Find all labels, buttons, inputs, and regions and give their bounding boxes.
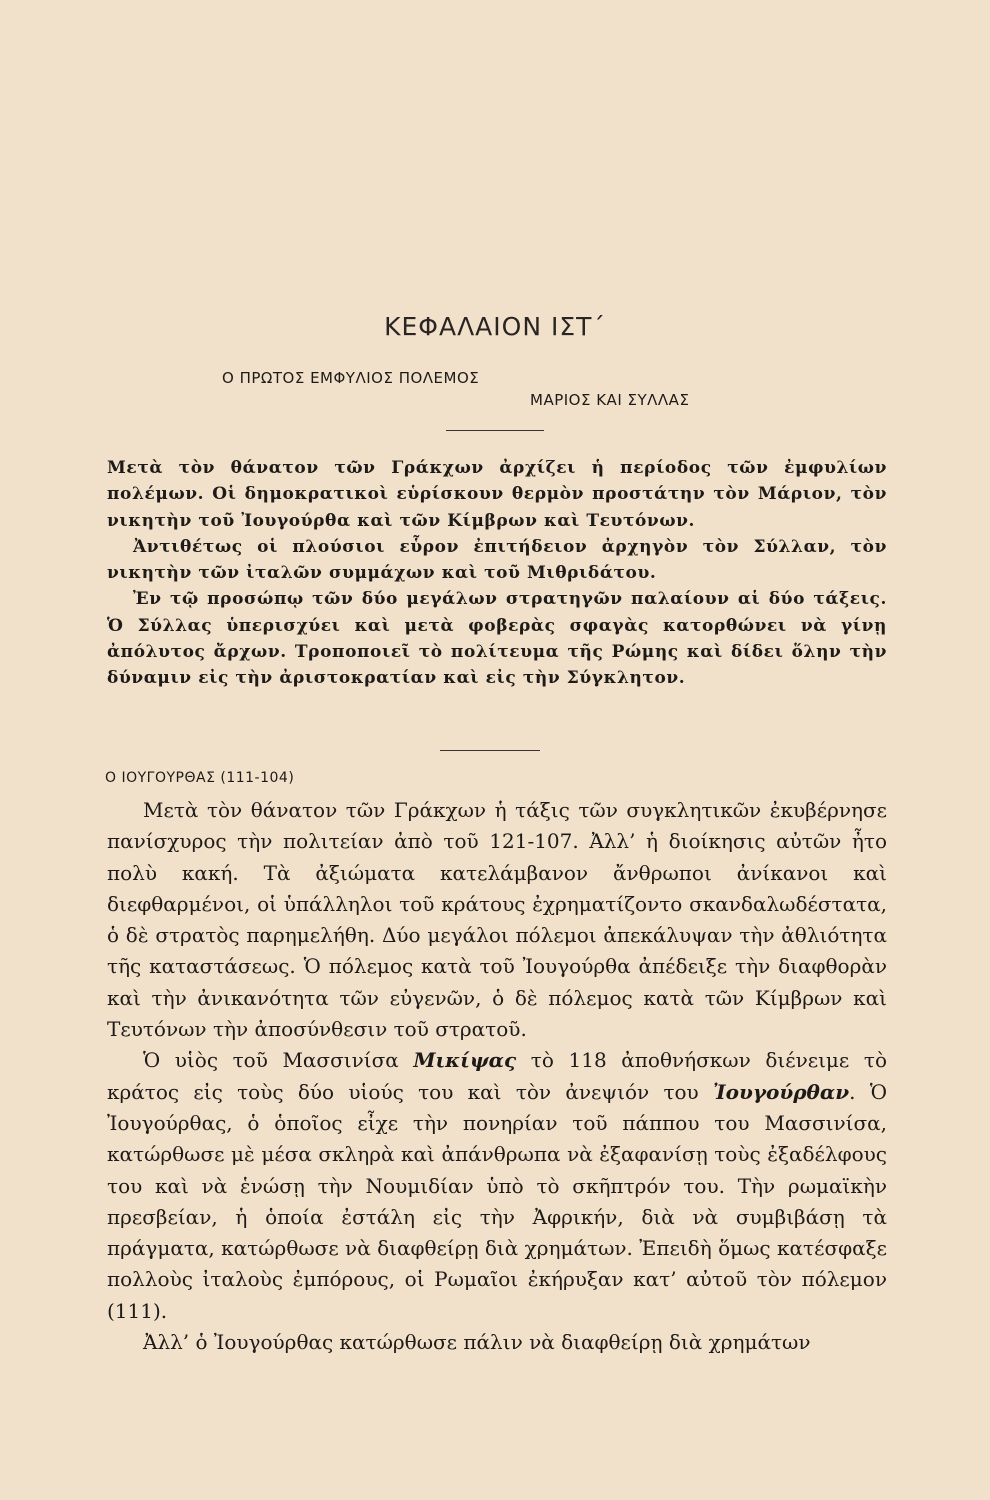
body-paragraph-2-part-b: τὸ 118 ἀποθνήσκων διένειμε τὸ κράτος εἰς τοὺς δύο υἱούς του καὶ τὸν ἀνεψιόν του: [107, 1048, 887, 1104]
chapter-summary: [107, 455, 887, 692]
summary-paragraph-2: Ἀντιθέτως οἱ πλούσιοι εὗρον ἐπιτήδειον ἀρχηγὸν τὸν Σύλλαν, τὸν νικητὴν τῶν ἰταλῶν συμμάχων καὶ τοῦ Μιθριδάτου.: [107, 536, 887, 584]
name-mikipsas: Μικίψας: [413, 1048, 517, 1073]
divider-top: [446, 430, 544, 431]
chapter-title: ΚΕΦΑΛΑΙΟΝ ΙΣΤ΄: [384, 312, 606, 341]
chapter-subtitle-1: Ο ΠΡΩΤΟΣ ΕΜΦΥΛΙΟΣ ΠΟΛΕΜΟΣ: [222, 369, 480, 387]
body-paragraph-2-part-c: . Ὁ Ἰουγούρθας, ὁ ὁποῖος εἶχε τὴν πονηρίαν τοῦ πάππου του Μασσινίσα, κατώρθωσε μὲ μέσα σκληρὰ καὶ ἀπάνθρωπα νὰ ἐξαφανίσῃ τοὺς ἐξαδέλφους του καὶ νὰ ἑνώσῃ τὴν Νουμιδίαν ὑπὸ τὸ σκῆπτρόν του. Τὴν ρωμαϊκὴν πρεσβείαν, ἡ ὁποία ἐστάλη εἰς τὴν Ἀφρικήν, διὰ νὰ συμβιβάσῃ τὰ πράγματα, κατώρθωσε νὰ διαφθείρῃ διὰ χρημάτων. Ἐπειδὴ ὅμως κατέσφαξε πολλοὺς ἰταλοὺς ἐμπόρους, οἱ Ρωμαῖοι ἐκήρυξαν κατ’ αὐτοῦ τὸν πόλεμον (111).: [107, 1079, 888, 1323]
summary-paragraph-1: Μετὰ τὸν θάνατον τῶν Γράκχων ἀρχίζει ἡ περίοδος τῶν ἐμφυλίων πολέμων. Οἱ δημοκρατικοὶ εὑρίσκουν θερμὸν προστάτην τὸν Μάριον, τὸν νικητὴν τοῦ Ἰουγούρθα καὶ τῶν Κίμβρων καὶ Τευτόνων.: [107, 458, 887, 531]
summary-paragraph-3: Ἐν τῷ προσώπῳ τῶν δύο μεγάλων στρατηγῶν παλαίουν αἱ δύο τάξεις. Ὁ Σύλλας ὑπερισχύει καὶ μετὰ φοβερὰς σφαγὰς κατορθώνει νὰ γίνῃ ἀπόλυτος ἄρχων. Τροποποιεῖ τὸ πολίτευμα τῆς Ρώμης καὶ δίδει ὅλην τὴν δύναμιν εἰς τὴν ἀριστοκρατίαν καὶ εἰς τὴν Σύγκλητον.: [107, 589, 887, 689]
body-paragraph-1: Μετὰ τὸν θάνατον τῶν Γράκχων ἡ τάξις τῶν συγκλητικῶν ἐκυβέρνησε πανίσχυρος τὴν πολιτείαν ἀπὸ τοῦ 121-107. Ἀλλ’ ἡ διοίκησις αὐτῶν ἦτο πολὺ κακή. Τὰ ἀξιώματα κατελάμβανον ἄνθρωποι ἀνίκανοι καὶ διεφθαρμένοι, οἱ ὑπάλληλοι τοῦ κράτους ἐχρηματίζοντο σκανδαλωδέστατα, ὁ δὲ στρατὸς παρημελήθη. Δύο μεγάλοι πόλεμοι ἀπεκάλυψαν τὴν ἀθλιότητα τῆς καταστάσεως. Ὁ πόλεμος κατὰ τοῦ Ἰουγούρθα ἀπέδειξε τὴν διαφθορὰν καὶ τὴν ἀνικανότητα τῶν εὐγενῶν, ὁ δὲ πόλεμος κατὰ τῶν Κίμβρων καὶ Τευτόνων τὴν ἀποσύνθεσιν τοῦ στρατοῦ.: [107, 798, 887, 1042]
divider-middle: [440, 750, 540, 751]
section-body: [107, 795, 887, 1358]
body-paragraph-2: [107, 1045, 887, 1327]
name-iougourthas: Ἰουγούρθαν: [713, 1079, 850, 1104]
section-heading: Ο ΙΟΥΓΟΥΡΘΑΣ (111-104): [105, 770, 295, 786]
body-paragraph-2-part-a: Ὁ υἱὸς τοῦ Μασσινίσα: [143, 1048, 414, 1073]
chapter-subtitle-2: ΜΑΡΙΟΣ ΚΑΙ ΣΥΛΛΑΣ: [530, 391, 690, 409]
body-paragraph-3: Ἀλλ’ ὁ Ἰουγούρθας κατώρθωσε πάλιν νὰ διαφθείρῃ διὰ χρημάτων: [143, 1330, 811, 1355]
